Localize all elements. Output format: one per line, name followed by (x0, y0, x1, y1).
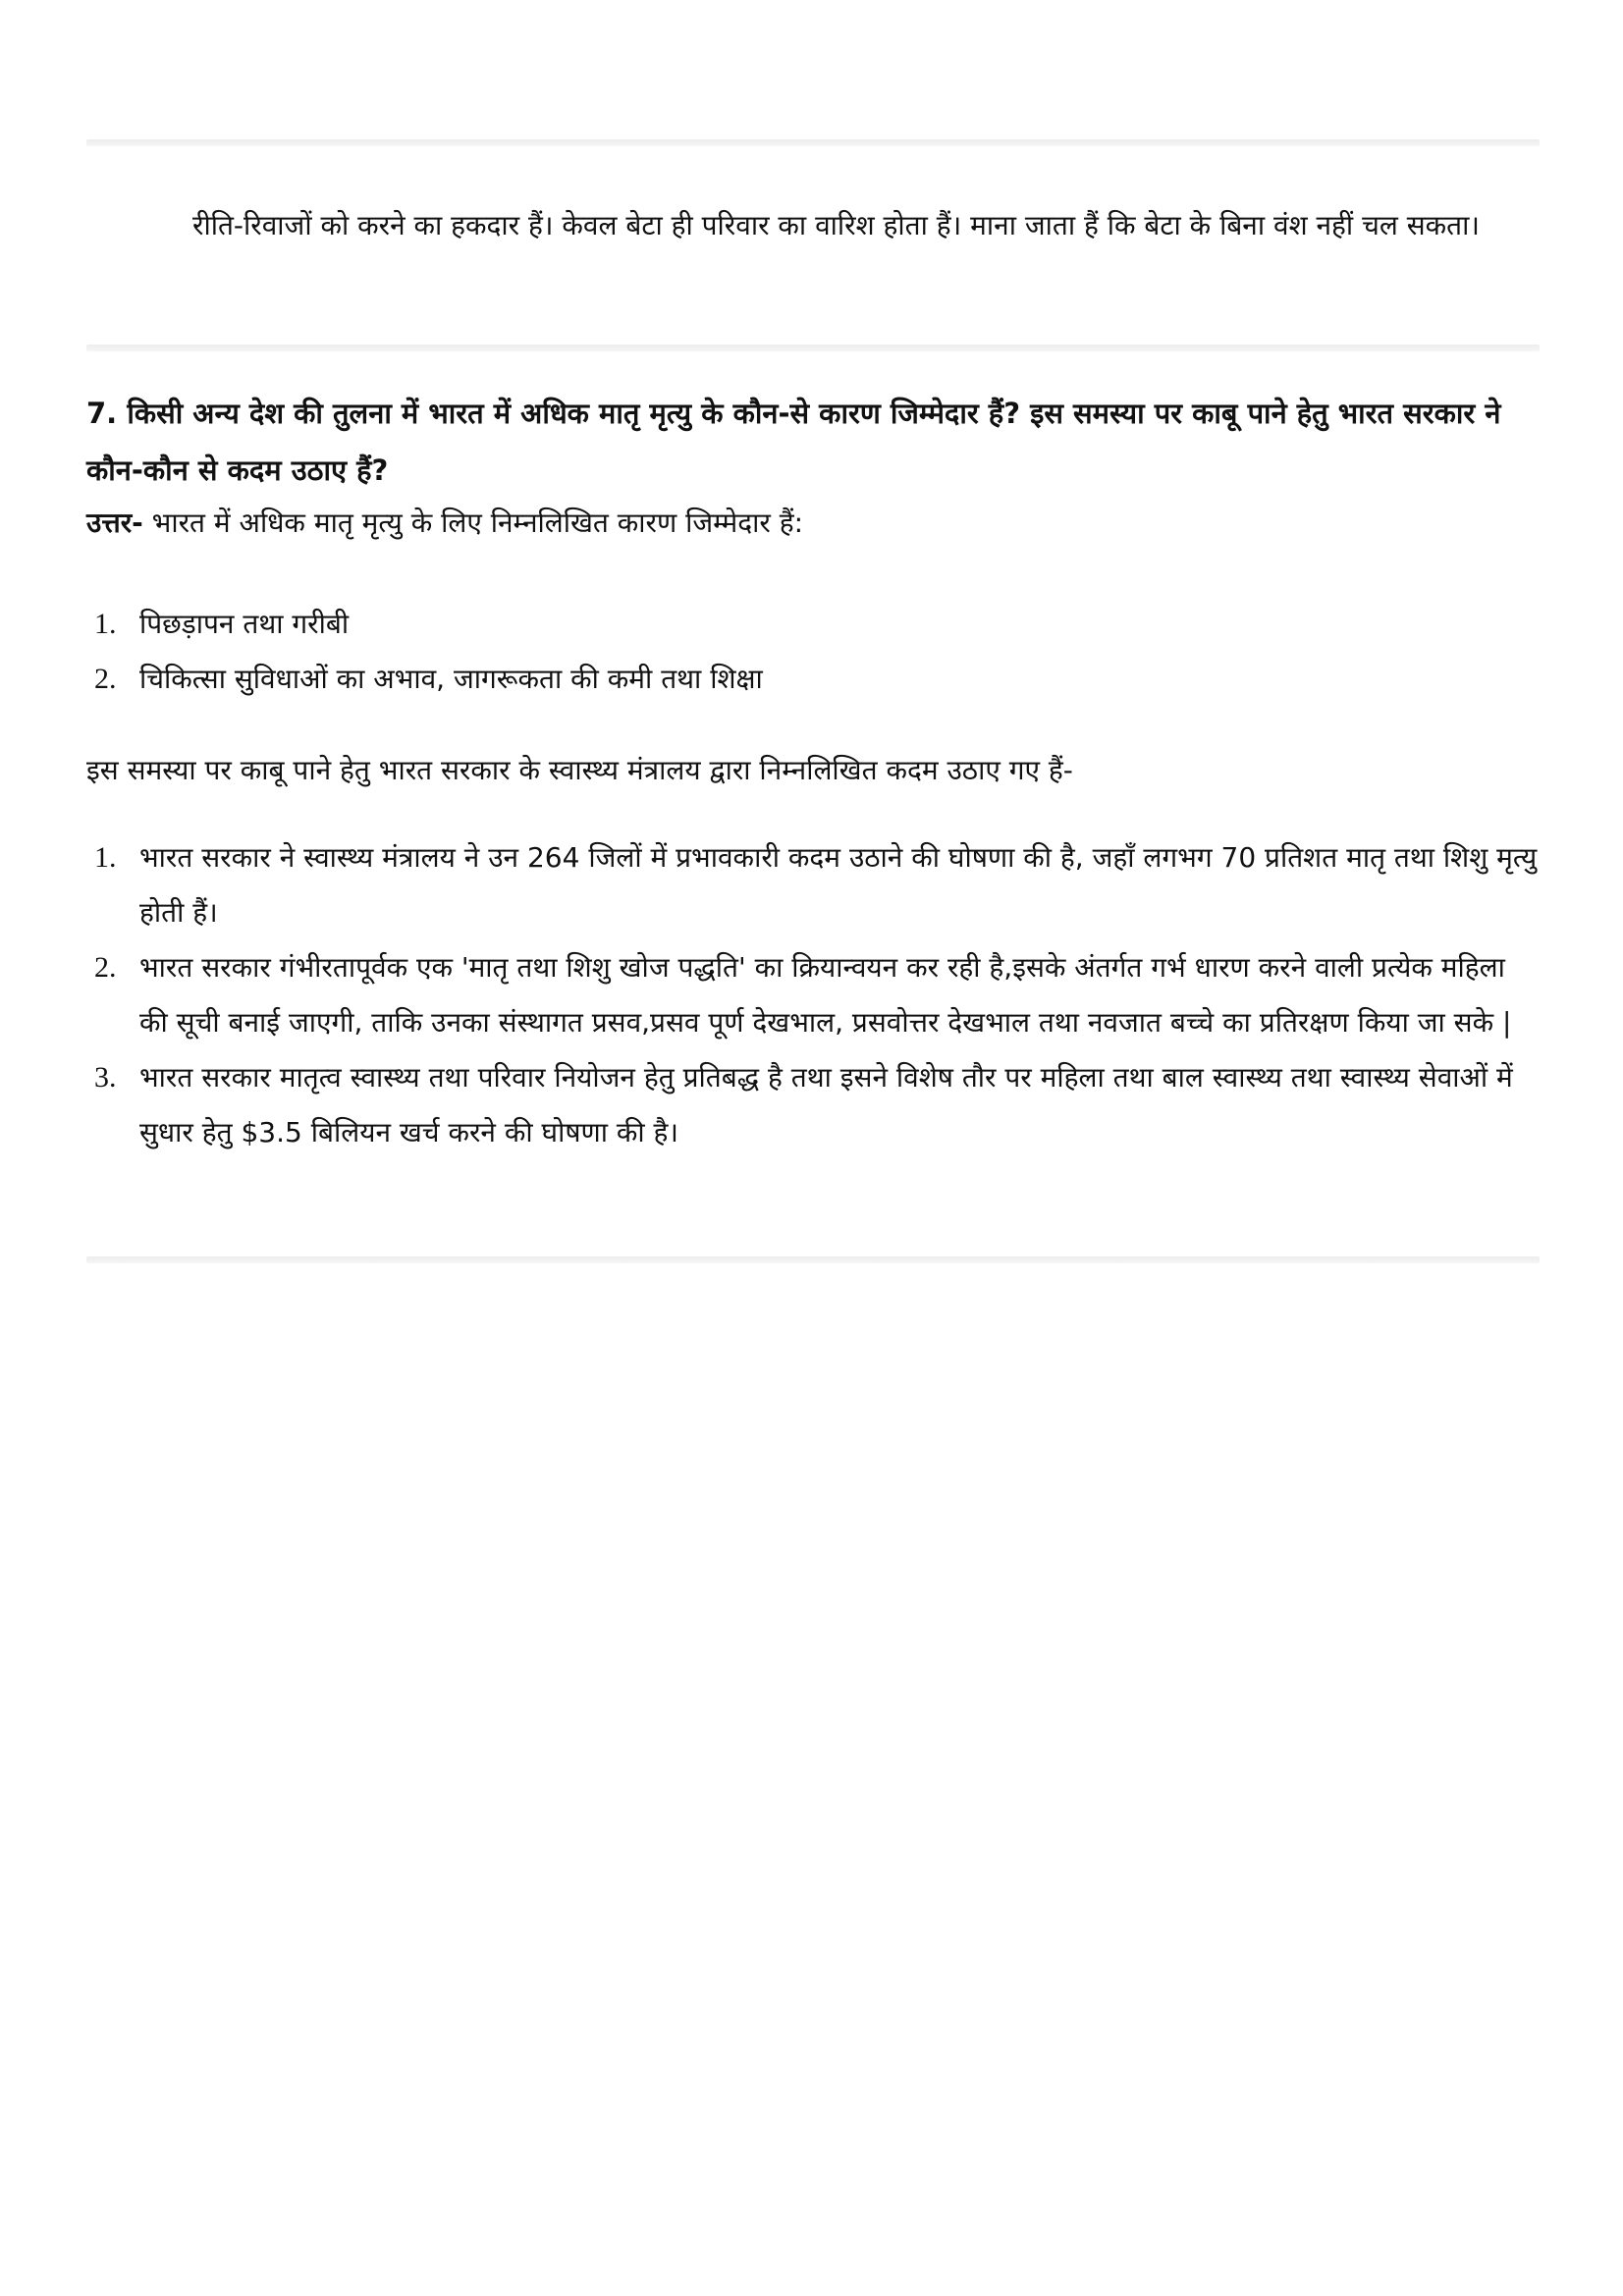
list-number: 1. (94, 841, 117, 874)
list-item-text: भारत सरकार मातृत्व स्वास्थ्य तथा परिवार नियोजन हेतु प्रतिबद्ध है तथा इसने विशेष तौर पर महिला तथा बाल स्वास्थ्य तथा स्वास्थ्य सेवाओं में सुधार हेतु $3.5 बिलियन खर्च करने की घोषणा की है। (139, 1061, 1513, 1148)
section-divider-bottom (86, 1256, 1540, 1263)
list-item (86, 597, 1540, 652)
list-item (86, 1050, 1540, 1160)
list-number: 1. (94, 608, 117, 640)
list-item (86, 652, 1540, 707)
continued-paragraph: रीति-रिवाजों को करने का हकदार हैं। केवल बेटा ही परिवार का वारिश होता हैं। माना जाता हैं कि बेटा के बिना वंश नहीं चल सकता। (192, 209, 1480, 241)
list-item (86, 940, 1540, 1050)
section-divider-top (86, 139, 1540, 146)
answer-intro-text: भारत में अधिक मातृ मृत्यु के लिए निम्नलिखित कारण जिम्मेदार हैं: (142, 507, 804, 539)
question-text: किसी अन्य देश की तुलना में भारत में अधिक मातृ मृत्यु के कौन-से कारण जिम्मेदार हैं? इस समस्या पर काबू पाने हेतु भारत सरकार ने कौन-कौन से कदम उठाए हैं? (86, 397, 1501, 487)
steps-list (86, 830, 1540, 1160)
list-number: 2. (94, 663, 117, 695)
causes-list (86, 597, 1540, 707)
answer-label: उत्तर- (86, 507, 143, 539)
section-divider-middle (86, 345, 1540, 351)
list-item-text: पिछड़ापन तथा गरीबी (139, 608, 350, 640)
answer-intro (86, 496, 1540, 551)
steps-intro: इस समस्या पर काबू पाने हेतु भारत सरकार के स्वास्थ्य मंत्रालय द्वारा निम्नलिखित कदम उठाए गए हैं- (86, 754, 1073, 786)
list-item (86, 830, 1540, 940)
list-item-text: भारत सरकार ने स्वास्थ्य मंत्रालय ने उन 264 जिलों में प्रभावकारी कदम उठाने की घोषणा की है, जहाँ लगभग 70 प्रतिशत मातृ तथा शिशु मृत्यु होती हैं। (139, 841, 1538, 929)
list-number: 3. (94, 1061, 117, 1094)
question-number: 7. (86, 397, 118, 430)
question-heading (86, 385, 1540, 499)
list-item-text: चिकित्सा सुविधाओं का अभाव, जागरूकता की कमी तथा शिक्षा (139, 663, 763, 695)
list-item-text: भारत सरकार गंभीरतापूर्वक एक 'मातृ तथा शिशु खोज पद्धति' का क्रियान्वयन कर रही है,इसके अंतर्गत गर्भ धारण करने वाली प्रत्येक महिला की सूची बनाई जाएगी, ताकि उनका संस्थागत प्रसव,प्रसव पूर्ण देखभाल, प्रसवोत्तर देखभाल तथा नवजात बच्चे का प्रतिरक्षण किया जा सके | (139, 951, 1512, 1039)
list-number: 2. (94, 951, 117, 984)
